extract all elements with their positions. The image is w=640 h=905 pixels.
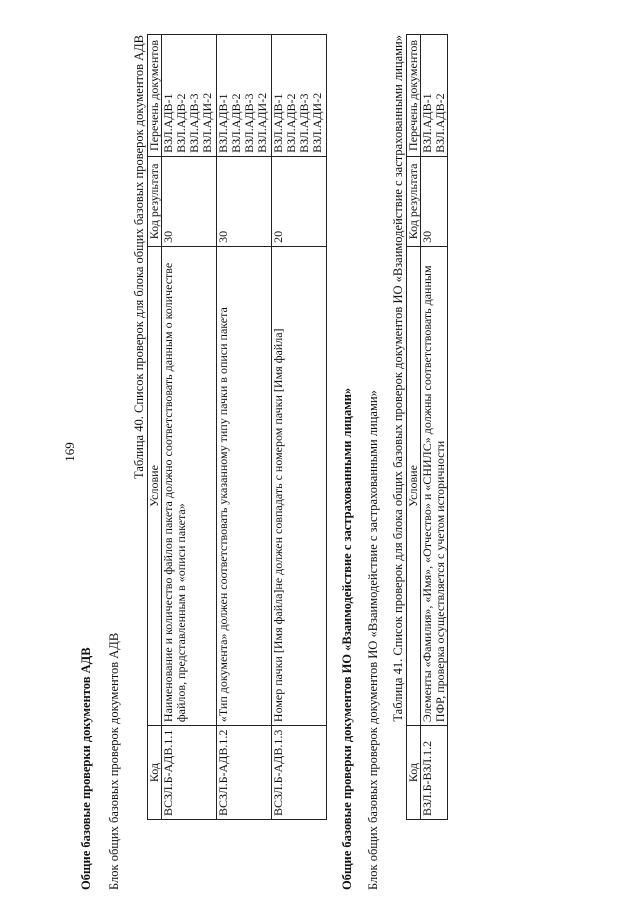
- section1-block-label: Блок общих базовых проверок документов АДВ: [107, 632, 121, 890]
- row-code: ВСЗЛ.Б-АДВ.1.3: [272, 726, 327, 820]
- table41: [406, 34, 448, 820]
- table40-header-row: [148, 35, 162, 820]
- table40-col-code: Код: [148, 726, 162, 820]
- doc-item: ВЗЛ.АДВ-2: [174, 93, 188, 153]
- doc-item: ВЗЛ.АДВ-3: [297, 93, 311, 153]
- rotated-page-content: [68, 25, 628, 895]
- doc-item: ВЗЛ.АДВ-1: [216, 93, 230, 153]
- row-code: ВЗЛ.Б-ВЗЛ.1.2: [421, 726, 448, 820]
- table41-col-condition: Условие: [407, 246, 421, 725]
- table41-col-code: Код: [407, 726, 421, 820]
- row-code: ВСЗЛ.Б-АДВ.1.1: [162, 726, 217, 820]
- row-result: 20: [272, 156, 327, 246]
- table40-col-condition: Условие: [148, 246, 162, 725]
- row-condition: Номер пачки [Имя файла]не должен совпадать с номером пачки [Имя файла]: [272, 246, 327, 725]
- row-docs: [162, 35, 217, 157]
- doc-item: ВЗЛ.АДВ-1: [420, 93, 434, 153]
- doc-item: ВЗЛ.АДИ-2: [255, 92, 269, 153]
- section2-heading: Общие базовые проверки документов ИО «Взаимодействие с застрахованными лицами»: [340, 387, 354, 890]
- row-condition: Элементы «Фамилия», «Имя», «Отчество» и «СНИЛС» должны соответствовать данным ПФР, проверка осуществляется с учетом историчности: [421, 246, 448, 725]
- doc-item: ВЗЛ.АДИ-2: [310, 92, 324, 153]
- doc-item: ВЗЛ.АДВ-2: [433, 93, 447, 153]
- table40-col-docs: Перечень документов: [148, 35, 162, 157]
- doc-item: ВЗЛ.АДИ-2: [200, 92, 214, 153]
- table41-col-docs: Перечень документов: [407, 35, 421, 157]
- section1-heading: Общие базовые проверки документов АДВ: [79, 647, 93, 890]
- doc-item: ВЗЛ.АДВ-3: [242, 93, 256, 153]
- row-code: ВСЗЛ.Б-АДВ.1.2: [217, 726, 272, 820]
- row-result: 30: [421, 156, 448, 246]
- table-row: [421, 35, 448, 820]
- table41-caption: Таблица 41. Список проверок для блока общих базовых проверок документов ИО «Взаимодействие с застрахованными лицами»: [391, 35, 405, 722]
- table-row: [272, 35, 327, 820]
- row-condition: Наименование и количество файлов пакета должно соответствовать данным о количестве файлов, представленным в «описи пакета»: [162, 246, 217, 725]
- row-docs: [421, 35, 448, 157]
- doc-item: ВЗЛ.АДВ-1: [271, 93, 285, 153]
- row-condition: «Тип документа» должен соответствовать указанному типу пачки в описи пакета: [217, 246, 272, 725]
- table40: [147, 34, 327, 820]
- doc-item: ВЗЛ.АДВ-2: [229, 93, 243, 153]
- table41-header-row: [407, 35, 421, 820]
- table-row: [162, 35, 217, 820]
- section2-block-label: Блок общих базовых проверок документов ИО «Взаимодействие с застрахованными лицами»: [366, 390, 380, 890]
- table40-caption: Таблица 40. Список проверок для блока общих базовых проверок документов АДВ: [132, 35, 146, 479]
- page-number: 169: [62, 442, 77, 462]
- doc-item: ВЗЛ.АДВ-3: [187, 93, 201, 153]
- row-docs: [272, 35, 327, 157]
- table40-col-result: Код результата: [148, 156, 162, 246]
- doc-item: ВЗЛ.АДВ-2: [284, 93, 298, 153]
- row-result: 30: [162, 156, 217, 246]
- row-docs: [217, 35, 272, 157]
- table41-col-result: Код результата: [407, 156, 421, 246]
- doc-item: ВЗЛ.АДВ-1: [161, 93, 175, 153]
- row-result: 30: [217, 156, 272, 246]
- table-row: [217, 35, 272, 820]
